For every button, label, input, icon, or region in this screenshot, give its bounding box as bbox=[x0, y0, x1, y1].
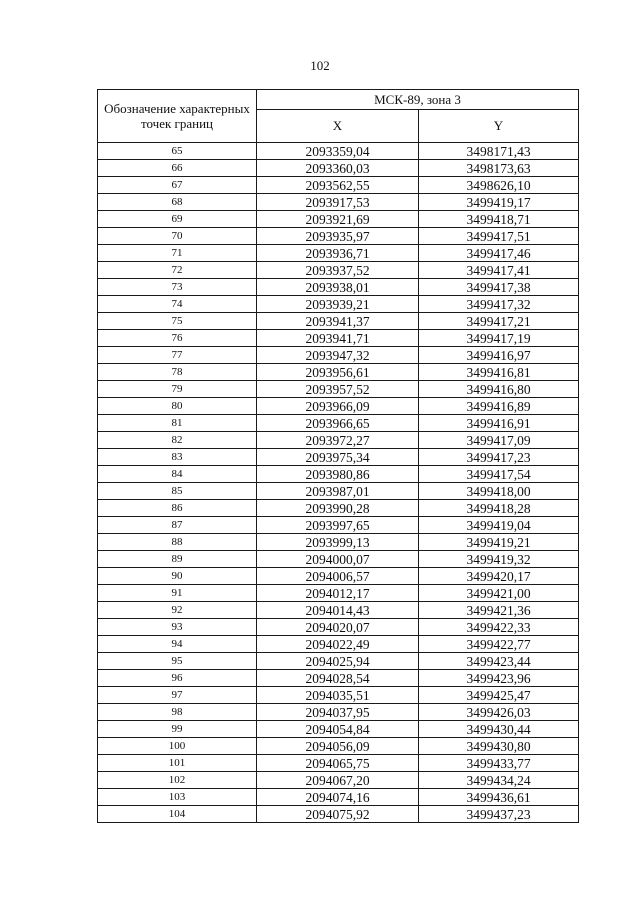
y-coordinate-cell: 3499419,21 bbox=[419, 534, 579, 551]
y-coordinate-cell: 3499417,46 bbox=[419, 245, 579, 262]
y-coordinate-cell: 3499418,28 bbox=[419, 500, 579, 517]
table-row bbox=[98, 687, 579, 704]
x-coordinate-cell: 2093936,71 bbox=[257, 245, 419, 262]
point-number-cell: 96 bbox=[98, 670, 257, 687]
point-number-cell: 91 bbox=[98, 585, 257, 602]
point-number-cell: 88 bbox=[98, 534, 257, 551]
table-row bbox=[98, 789, 579, 806]
x-coordinate-cell: 2093917,53 bbox=[257, 194, 419, 211]
y-coordinate-cell: 3499422,77 bbox=[419, 636, 579, 653]
x-coordinate-cell: 2093935,97 bbox=[257, 228, 419, 245]
table-row bbox=[98, 432, 579, 449]
x-column-header: X bbox=[257, 110, 419, 143]
point-number-cell: 73 bbox=[98, 279, 257, 296]
point-number-cell: 66 bbox=[98, 160, 257, 177]
y-coordinate-cell: 3499418,71 bbox=[419, 211, 579, 228]
point-number-cell: 102 bbox=[98, 772, 257, 789]
point-number-cell: 74 bbox=[98, 296, 257, 313]
y-coordinate-cell: 3499416,89 bbox=[419, 398, 579, 415]
point-number-cell: 95 bbox=[98, 653, 257, 670]
point-number-cell: 89 bbox=[98, 551, 257, 568]
point-number-cell: 70 bbox=[98, 228, 257, 245]
x-coordinate-cell: 2094028,54 bbox=[257, 670, 419, 687]
x-coordinate-cell: 2093966,09 bbox=[257, 398, 419, 415]
table-row bbox=[98, 228, 579, 245]
y-coordinate-cell: 3499423,44 bbox=[419, 653, 579, 670]
x-coordinate-cell: 2094075,92 bbox=[257, 806, 419, 823]
point-number-cell: 75 bbox=[98, 313, 257, 330]
y-coordinate-cell: 3499421,00 bbox=[419, 585, 579, 602]
x-coordinate-cell: 2094067,20 bbox=[257, 772, 419, 789]
table-header bbox=[98, 90, 579, 143]
y-coordinate-cell: 3499421,36 bbox=[419, 602, 579, 619]
table-row bbox=[98, 500, 579, 517]
y-coordinate-cell: 3499419,17 bbox=[419, 194, 579, 211]
coordinates-table bbox=[97, 89, 579, 823]
x-coordinate-cell: 2094074,16 bbox=[257, 789, 419, 806]
x-coordinate-cell: 2093947,32 bbox=[257, 347, 419, 364]
table-row bbox=[98, 177, 579, 194]
y-coordinate-cell: 3499416,97 bbox=[419, 347, 579, 364]
table-row bbox=[98, 245, 579, 262]
point-number-cell: 77 bbox=[98, 347, 257, 364]
table-row bbox=[98, 636, 579, 653]
point-number-cell: 93 bbox=[98, 619, 257, 636]
table-row bbox=[98, 755, 579, 772]
point-number-cell: 79 bbox=[98, 381, 257, 398]
table-row bbox=[98, 585, 579, 602]
table-row bbox=[98, 194, 579, 211]
page-number: 102 bbox=[310, 58, 330, 73]
point-number-cell: 78 bbox=[98, 364, 257, 381]
point-number-cell: 84 bbox=[98, 466, 257, 483]
point-number-cell: 83 bbox=[98, 449, 257, 466]
x-coordinate-cell: 2094006,57 bbox=[257, 568, 419, 585]
point-number-cell: 90 bbox=[98, 568, 257, 585]
x-coordinate-cell: 2094065,75 bbox=[257, 755, 419, 772]
table-row bbox=[98, 466, 579, 483]
y-coordinate-cell: 3499417,51 bbox=[419, 228, 579, 245]
y-coordinate-cell: 3499417,38 bbox=[419, 279, 579, 296]
point-number-cell: 85 bbox=[98, 483, 257, 500]
point-number-cell: 81 bbox=[98, 415, 257, 432]
x-coordinate-cell: 2094020,07 bbox=[257, 619, 419, 636]
x-coordinate-cell: 2093997,65 bbox=[257, 517, 419, 534]
point-number-cell: 65 bbox=[98, 143, 257, 160]
y-coordinate-cell: 3499417,32 bbox=[419, 296, 579, 313]
y-coordinate-cell: 3499436,61 bbox=[419, 789, 579, 806]
y-coordinate-cell: 3499417,19 bbox=[419, 330, 579, 347]
table-row bbox=[98, 279, 579, 296]
table-row bbox=[98, 534, 579, 551]
x-coordinate-cell: 2093966,65 bbox=[257, 415, 419, 432]
table-row bbox=[98, 143, 579, 160]
table-row bbox=[98, 568, 579, 585]
x-coordinate-cell: 2094014,43 bbox=[257, 602, 419, 619]
x-coordinate-cell: 2094056,09 bbox=[257, 738, 419, 755]
table-row bbox=[98, 483, 579, 500]
y-coordinate-cell: 3499425,47 bbox=[419, 687, 579, 704]
y-coordinate-cell: 3499417,41 bbox=[419, 262, 579, 279]
x-coordinate-cell: 2093938,01 bbox=[257, 279, 419, 296]
y-column-header: Y bbox=[419, 110, 579, 143]
x-coordinate-cell: 2093921,69 bbox=[257, 211, 419, 228]
point-number-cell: 82 bbox=[98, 432, 257, 449]
table-row bbox=[98, 330, 579, 347]
point-number-cell: 86 bbox=[98, 500, 257, 517]
point-number-cell: 68 bbox=[98, 194, 257, 211]
x-coordinate-cell: 2093980,86 bbox=[257, 466, 419, 483]
y-coordinate-cell: 3499430,80 bbox=[419, 738, 579, 755]
x-coordinate-cell: 2094012,17 bbox=[257, 585, 419, 602]
y-coordinate-cell: 3498626,10 bbox=[419, 177, 579, 194]
y-coordinate-cell: 3499419,04 bbox=[419, 517, 579, 534]
x-coordinate-cell: 2093360,03 bbox=[257, 160, 419, 177]
x-coordinate-cell: 2094035,51 bbox=[257, 687, 419, 704]
y-coordinate-cell: 3499423,96 bbox=[419, 670, 579, 687]
point-number-cell: 67 bbox=[98, 177, 257, 194]
x-coordinate-cell: 2093359,04 bbox=[257, 143, 419, 160]
point-number-cell: 100 bbox=[98, 738, 257, 755]
table-row bbox=[98, 296, 579, 313]
table-row bbox=[98, 602, 579, 619]
table-row bbox=[98, 449, 579, 466]
table-row bbox=[98, 160, 579, 177]
y-coordinate-cell: 3499416,81 bbox=[419, 364, 579, 381]
point-designation-header: Обозначение характерных точек границ bbox=[98, 90, 257, 143]
point-number-cell: 94 bbox=[98, 636, 257, 653]
x-coordinate-cell: 2093941,71 bbox=[257, 330, 419, 347]
x-coordinate-cell: 2094022,49 bbox=[257, 636, 419, 653]
x-coordinate-cell: 2093941,37 bbox=[257, 313, 419, 330]
table-row bbox=[98, 211, 579, 228]
y-coordinate-cell: 3499434,24 bbox=[419, 772, 579, 789]
point-number-cell: 87 bbox=[98, 517, 257, 534]
y-coordinate-cell: 3499420,17 bbox=[419, 568, 579, 585]
coordinate-system-header: МСК-89, зона 3 bbox=[257, 90, 579, 110]
point-number-cell: 80 bbox=[98, 398, 257, 415]
y-coordinate-cell: 3499426,03 bbox=[419, 704, 579, 721]
point-number-cell: 103 bbox=[98, 789, 257, 806]
point-number-cell: 71 bbox=[98, 245, 257, 262]
table-row bbox=[98, 415, 579, 432]
table-row bbox=[98, 619, 579, 636]
y-coordinate-cell: 3498173,63 bbox=[419, 160, 579, 177]
table-row bbox=[98, 398, 579, 415]
x-coordinate-cell: 2093999,13 bbox=[257, 534, 419, 551]
point-number-cell: 98 bbox=[98, 704, 257, 721]
y-coordinate-cell: 3499430,44 bbox=[419, 721, 579, 738]
y-coordinate-cell: 3499417,23 bbox=[419, 449, 579, 466]
y-coordinate-cell: 3499416,80 bbox=[419, 381, 579, 398]
x-coordinate-cell: 2093990,28 bbox=[257, 500, 419, 517]
table-row bbox=[98, 364, 579, 381]
point-number-cell: 69 bbox=[98, 211, 257, 228]
header-row-top bbox=[98, 90, 579, 110]
x-coordinate-cell: 2093956,61 bbox=[257, 364, 419, 381]
x-coordinate-cell: 2093972,27 bbox=[257, 432, 419, 449]
table-body bbox=[98, 143, 579, 823]
x-coordinate-cell: 2094000,07 bbox=[257, 551, 419, 568]
point-number-cell: 101 bbox=[98, 755, 257, 772]
point-number-cell: 72 bbox=[98, 262, 257, 279]
y-coordinate-cell: 3499417,09 bbox=[419, 432, 579, 449]
table-row bbox=[98, 551, 579, 568]
x-coordinate-cell: 2093939,21 bbox=[257, 296, 419, 313]
table-row bbox=[98, 381, 579, 398]
x-coordinate-cell: 2093975,34 bbox=[257, 449, 419, 466]
table-row bbox=[98, 517, 579, 534]
x-coordinate-cell: 2093957,52 bbox=[257, 381, 419, 398]
y-coordinate-cell: 3499418,00 bbox=[419, 483, 579, 500]
table-row bbox=[98, 313, 579, 330]
table-row bbox=[98, 653, 579, 670]
table-row bbox=[98, 262, 579, 279]
table-row bbox=[98, 806, 579, 823]
table-row bbox=[98, 772, 579, 789]
x-coordinate-cell: 2093987,01 bbox=[257, 483, 419, 500]
y-coordinate-cell: 3499433,77 bbox=[419, 755, 579, 772]
x-coordinate-cell: 2094037,95 bbox=[257, 704, 419, 721]
point-number-cell: 104 bbox=[98, 806, 257, 823]
y-coordinate-cell: 3499417,54 bbox=[419, 466, 579, 483]
table-row bbox=[98, 347, 579, 364]
point-number-cell: 97 bbox=[98, 687, 257, 704]
y-coordinate-cell: 3499437,23 bbox=[419, 806, 579, 823]
y-coordinate-cell: 3499422,33 bbox=[419, 619, 579, 636]
point-number-cell: 76 bbox=[98, 330, 257, 347]
point-number-cell: 92 bbox=[98, 602, 257, 619]
x-coordinate-cell: 2094025,94 bbox=[257, 653, 419, 670]
x-coordinate-cell: 2093937,52 bbox=[257, 262, 419, 279]
table-row bbox=[98, 670, 579, 687]
table-row bbox=[98, 738, 579, 755]
y-coordinate-cell: 3498171,43 bbox=[419, 143, 579, 160]
y-coordinate-cell: 3499416,91 bbox=[419, 415, 579, 432]
y-coordinate-cell: 3499417,21 bbox=[419, 313, 579, 330]
x-coordinate-cell: 2093562,55 bbox=[257, 177, 419, 194]
point-number-cell: 99 bbox=[98, 721, 257, 738]
table-row bbox=[98, 721, 579, 738]
y-coordinate-cell: 3499419,32 bbox=[419, 551, 579, 568]
x-coordinate-cell: 2094054,84 bbox=[257, 721, 419, 738]
table-row bbox=[98, 704, 579, 721]
